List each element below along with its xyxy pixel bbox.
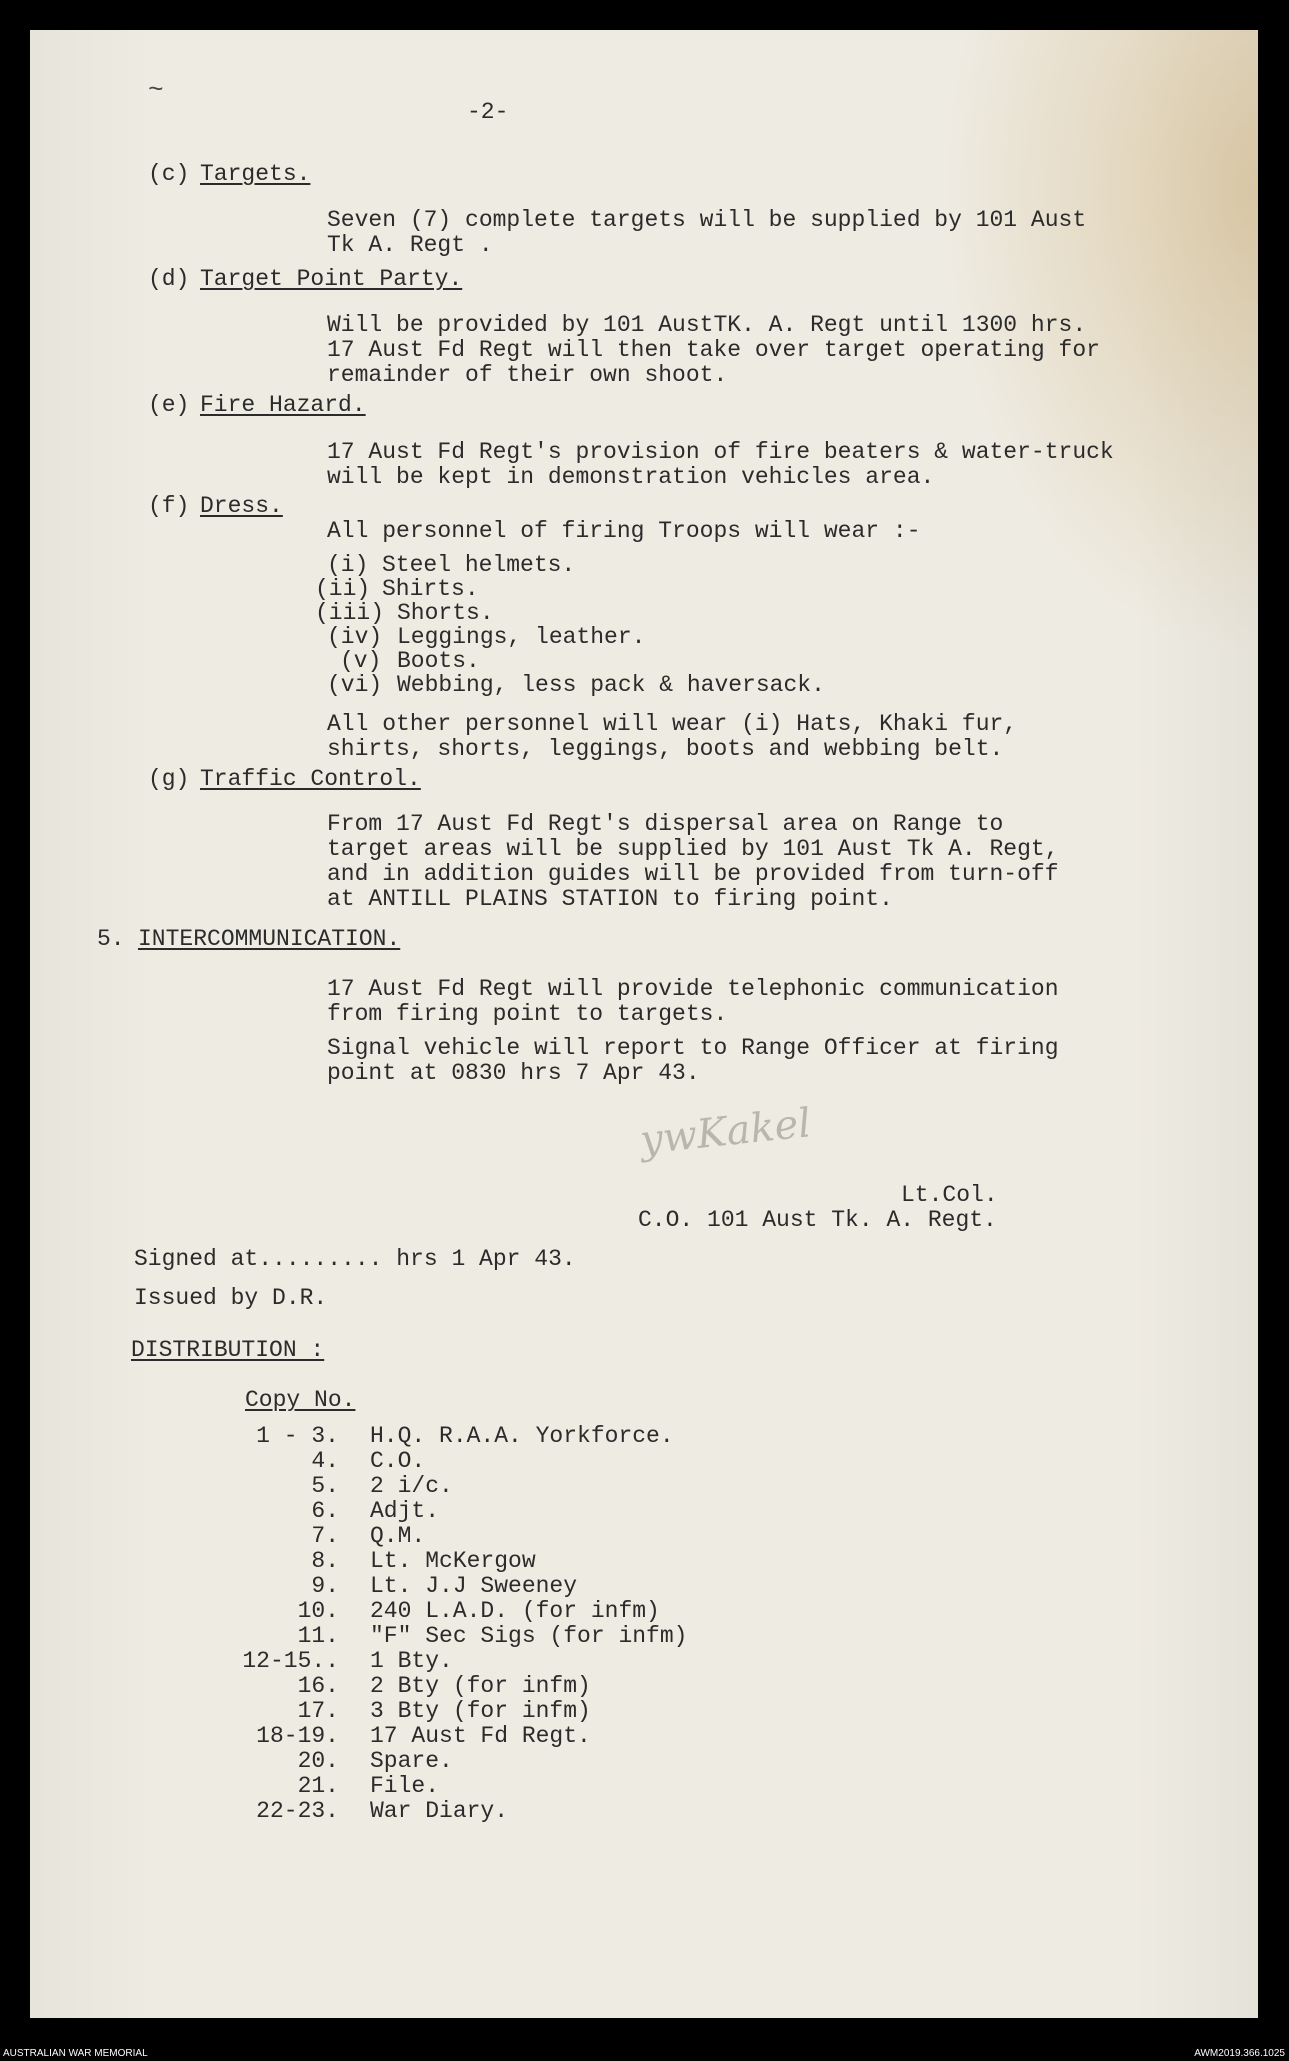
page-number: -2- — [467, 99, 509, 125]
copy-recipient: 1 Bty. — [370, 1648, 453, 1674]
copy-recipient: 3 Bty (for infm) — [370, 1698, 591, 1724]
section-g-line: From 17 Aust Fd Regt's dispersal area on Range to — [327, 811, 1004, 837]
section-d-line: Will be provided by 101 AustTK. A. Regt until 1300 hrs. — [327, 312, 1087, 338]
punch-mark: ~ — [148, 75, 164, 105]
section-5-line: from firing point to targets. — [327, 1001, 728, 1027]
dress-item-number: (i) — [327, 552, 369, 578]
copy-recipient: "F" Sec Sigs (for infm) — [370, 1623, 688, 1649]
copy-number: 18-19. — [256, 1723, 339, 1749]
section-5-line: point at 0830 hrs 7 Apr 43. — [327, 1060, 700, 1086]
footer-right: AWM2019.366.1025 — [1194, 2048, 1285, 2059]
copy-number: 4. — [311, 1448, 339, 1474]
dress-item-text: Shorts. — [397, 600, 494, 626]
document-body — [30, 30, 1258, 2018]
signature-appointment: C.O. 101 Aust Tk. A. Regt. — [638, 1207, 997, 1233]
section-d-heading: Target Point Party. — [200, 266, 463, 292]
copy-number: 6. — [311, 1498, 339, 1524]
dress-item-text: Boots. — [397, 648, 480, 674]
copy-number: 22-23. — [256, 1798, 339, 1824]
dress-item-number: (iii) — [315, 600, 385, 626]
signature-rank: Lt.Col. — [901, 1182, 998, 1208]
copy-number: 9. — [311, 1573, 339, 1599]
signed-at: Signed at......... hrs 1 Apr 43. — [134, 1246, 576, 1272]
section-f-other: All other personnel will wear (i) Hats, Khaki fur, — [327, 711, 1018, 737]
copy-number: 16. — [297, 1673, 339, 1699]
dress-item-text: Webbing, less pack & haversack. — [397, 672, 825, 698]
copy-number: 12-15.. — [242, 1648, 339, 1674]
section-c-line: Seven (7) complete targets will be supplied by 101 Aust — [327, 207, 1087, 233]
copy-number: 8. — [311, 1548, 339, 1574]
section-d-marker: (d) — [148, 266, 190, 292]
section-d-line: 17 Aust Fd Regt will then take over target operating for — [327, 337, 1100, 363]
copy-recipient: Lt. J.J Sweeney — [370, 1573, 578, 1599]
copy-number: 5. — [311, 1473, 339, 1499]
issued-by: Issued by D.R. — [134, 1285, 328, 1311]
footer-left: AUSTRALIAN WAR MEMORIAL — [3, 2048, 148, 2059]
dress-item-number: (iv) — [327, 624, 383, 650]
copy-number: 11. — [297, 1623, 339, 1649]
copy-recipient: Adjt. — [370, 1498, 440, 1524]
dress-item-number: (vi) — [327, 672, 383, 698]
section-c-marker: (c) — [148, 161, 190, 187]
section-5-line: Signal vehicle will report to Range Officer at firing — [327, 1035, 1059, 1061]
dress-item-text: Steel helmets. — [382, 552, 576, 578]
copy-recipient: Q.M. — [370, 1523, 426, 1549]
dress-item-number: (ii) — [315, 576, 371, 602]
section-g-line: at ANTILL PLAINS STATION to firing point. — [327, 886, 893, 912]
copy-recipient: 2 i/c. — [370, 1473, 453, 1499]
copy-number: 1 - 3. — [256, 1423, 339, 1449]
section-f-intro: All personnel of firing Troops will wear :- — [327, 518, 921, 544]
copy-recipient: War Diary. — [370, 1798, 509, 1824]
copy-number: 21. — [297, 1773, 339, 1799]
section-d-line: remainder of their own shoot. — [327, 362, 728, 388]
section-f-heading: Dress. — [200, 493, 283, 519]
section-5-line: 17 Aust Fd Regt will provide telephonic communication — [327, 976, 1059, 1002]
section-g-heading: Traffic Control. — [200, 766, 421, 792]
copy-number: 20. — [297, 1748, 339, 1774]
section-c-heading: Targets. — [200, 161, 311, 187]
section-e-marker: (e) — [148, 392, 190, 418]
dress-item-text: Shirts. — [382, 576, 479, 602]
section-e-line: will be kept in demonstration vehicles area. — [327, 464, 935, 490]
copy-recipient: Spare. — [370, 1748, 453, 1774]
section-e-line: 17 Aust Fd Regt's provision of fire beaters & water-truck — [327, 439, 1114, 465]
section-g-marker: (g) — [148, 766, 190, 792]
distribution-title: DISTRIBUTION : — [131, 1337, 325, 1363]
copy-number: 10. — [297, 1598, 339, 1624]
section-g-line: target areas will be supplied by 101 Aust Tk A. Regt, — [327, 836, 1059, 862]
handwritten-signature: ywKakel — [637, 1100, 814, 1164]
section-c-line: Tk A. Regt . — [327, 232, 493, 258]
dress-item-text: Leggings, leather. — [397, 624, 646, 650]
copy-recipient: 2 Bty (for infm) — [370, 1673, 591, 1699]
distribution-column-header: Copy No. — [245, 1387, 356, 1413]
copy-recipient: File. — [370, 1773, 440, 1799]
copy-recipient: H.Q. R.A.A. Yorkforce. — [370, 1423, 674, 1449]
section-5-heading: INTERCOMMUNICATION. — [138, 926, 401, 952]
copy-number: 17. — [297, 1698, 339, 1724]
section-g-line: and in addition guides will be provided from turn-off — [327, 861, 1059, 887]
copy-recipient: C.O. — [370, 1448, 426, 1474]
copy-recipient: Lt. McKergow — [370, 1548, 536, 1574]
section-f-marker: (f) — [148, 493, 190, 519]
copy-recipient: 17 Aust Fd Regt. — [370, 1723, 591, 1749]
section-e-heading: Fire Hazard. — [200, 392, 366, 418]
copy-number: 7. — [311, 1523, 339, 1549]
section-5-number: 5. — [97, 926, 125, 952]
copy-recipient: 240 L.A.D. (for infm) — [370, 1598, 660, 1624]
section-f-other: shirts, shorts, leggings, boots and webbing belt. — [327, 736, 1004, 762]
document-page — [30, 30, 1258, 2018]
dress-item-number: (v) — [340, 648, 382, 674]
